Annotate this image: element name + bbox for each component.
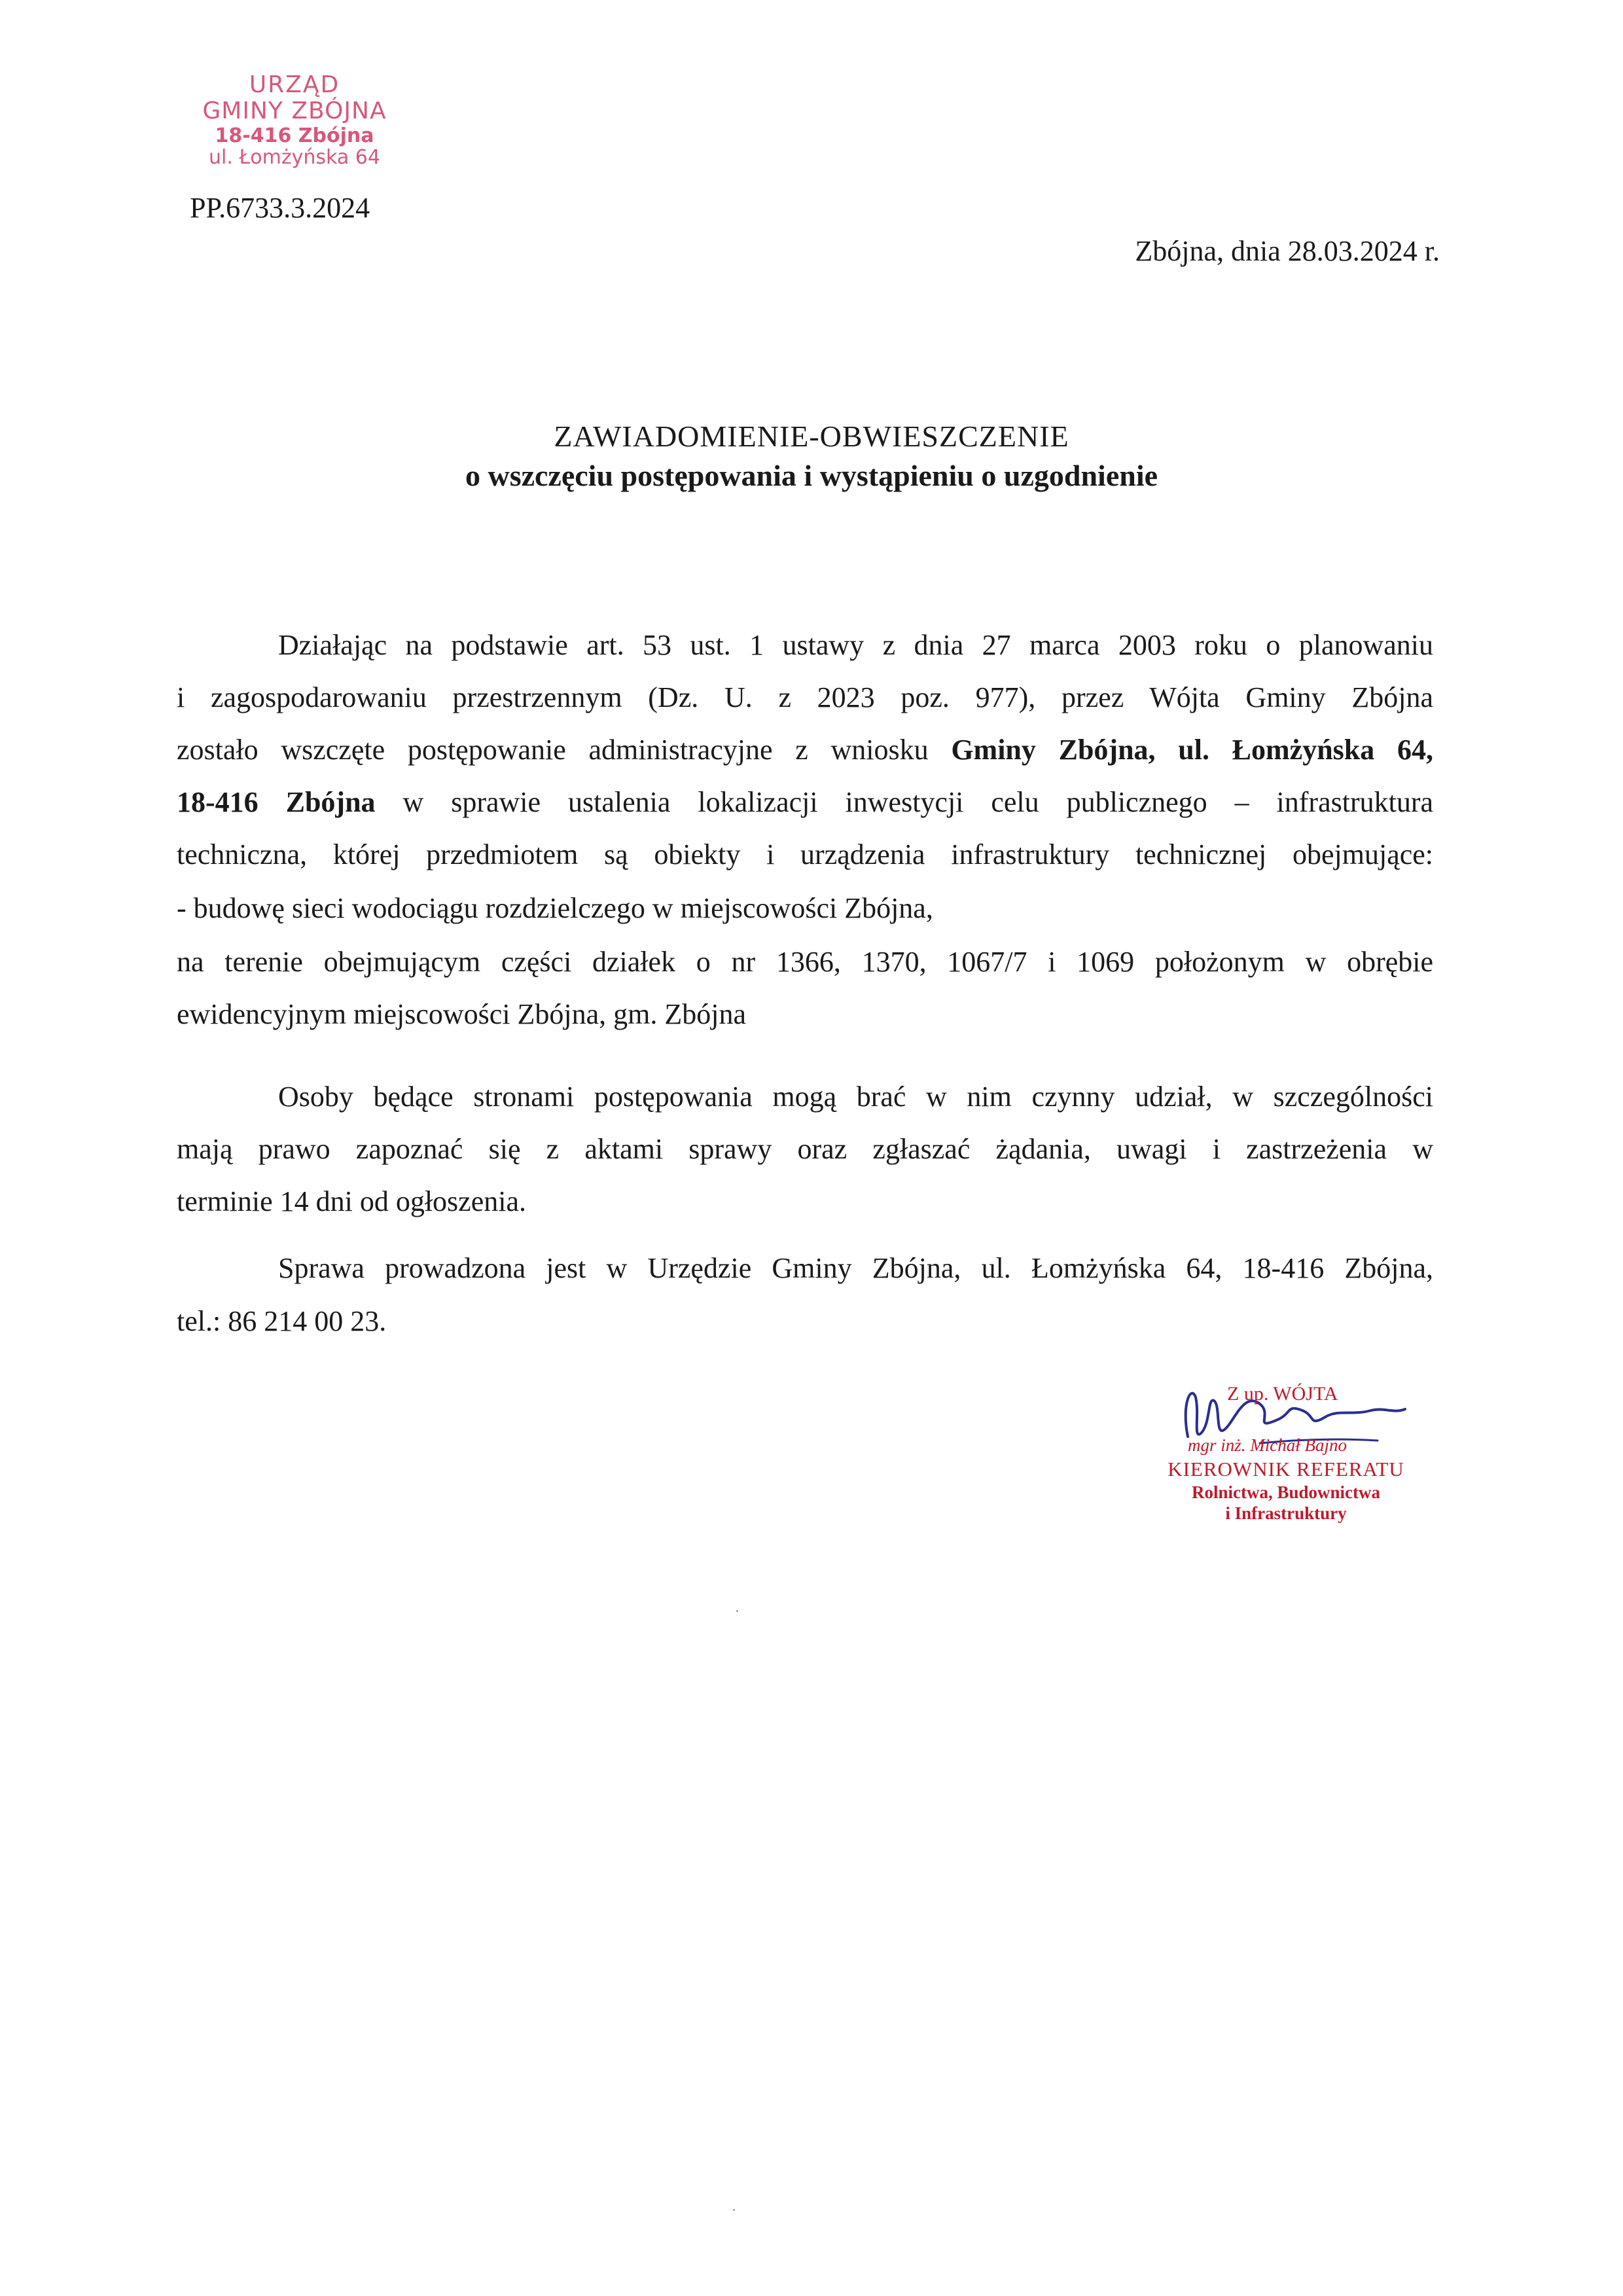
stamp-line-office: URZĄD: [249, 71, 340, 98]
body-line: i zagospodarowaniu przestrzennym (Dz. U. z 2023 poz. 977), przez Wójta Gminy Zbójna: [177, 681, 1433, 713]
signatory-name: mgr inż. Michał Bajno: [1188, 1435, 1347, 1455]
signature-stamp: [1142, 1378, 1430, 1535]
body-text: zostało wszczęte postępowanie administracyjne z wniosku: [177, 734, 952, 766]
body-line: na terenie obejmującym części działek o nr 1366, 1370, 1067/7 i 1069 położonym w obrębie: [177, 946, 1433, 978]
body-line: Osoby będące stronami postępowania mogą brać w nim czynny udział, w szczególności: [278, 1081, 1433, 1113]
stamp-line-street: ul. Łomżyńska 64: [209, 146, 380, 170]
signatory-role: KIEROWNIK REFERATU: [1168, 1458, 1404, 1480]
body-line: terminie 14 dni od ogłoszenia.: [177, 1185, 526, 1217]
body-line: [177, 733, 1433, 767]
body-line: tel.: 86 214 00 23.: [177, 1305, 387, 1337]
document-subtitle: o wszczęciu postępowania i wystąpieniu o uzgodnienie: [465, 459, 1158, 492]
signature-on-behalf: Z up. WÓJTA: [1227, 1383, 1338, 1405]
document-title: ZAWIADOMIENIE-OBWIESZCZENIE: [554, 420, 1069, 453]
signatory-department-cont: i Infrastruktury: [1225, 1503, 1347, 1523]
body-line: ewidencyjnym miejscowości Zbójna, gm. Zbójna: [177, 998, 747, 1030]
body-line: Działając na podstawie art. 53 ust. 1 ustawy z dnia 27 marca 2003 roku o planowaniu: [278, 629, 1433, 661]
body-line: [177, 785, 1433, 819]
office-stamp: [164, 72, 425, 169]
body-line: techniczna, której przedmiotem są obiekty i urządzenia infrastruktury technicznej obejmujące:: [177, 838, 1433, 870]
body-line: Sprawa prowadzona jest w Urzędzie Gminy Zbójna, ul. Łomżyńska 64, 18-416 Zbójna,: [278, 1252, 1433, 1284]
applicant-postcode: 18-416 Zbójna: [177, 786, 376, 818]
signatory-department: Rolnictwa, Budownictwa: [1191, 1482, 1381, 1502]
scan-speck: [736, 1610, 738, 1612]
body-text: w sprawie ustalenia lokalizacji inwestycji celu publicznego – infrastruktura: [375, 786, 1433, 818]
body-line: mają prawo zapoznać się z aktami sprawy oraz zgłaszać żądania, uwagi i zastrzeżenia w: [177, 1133, 1433, 1165]
case-number: PP.6733.3.2024: [190, 192, 370, 224]
scan-speck: [733, 2209, 735, 2211]
stamp-line-postcode: 18-416 Zbójna: [215, 124, 374, 147]
stamp-line-municipality: GMINY ZBÓJNA: [202, 98, 387, 125]
place-and-date: Zbójna, dnia 28.03.2024 r.: [1135, 235, 1440, 267]
body-line: - budowę sieci wodociągu rozdzielczego w miejscowości Zbójna,: [177, 892, 933, 924]
applicant-name: Gminy Zbójna, ul. Łomżyńska 64,: [951, 734, 1433, 766]
